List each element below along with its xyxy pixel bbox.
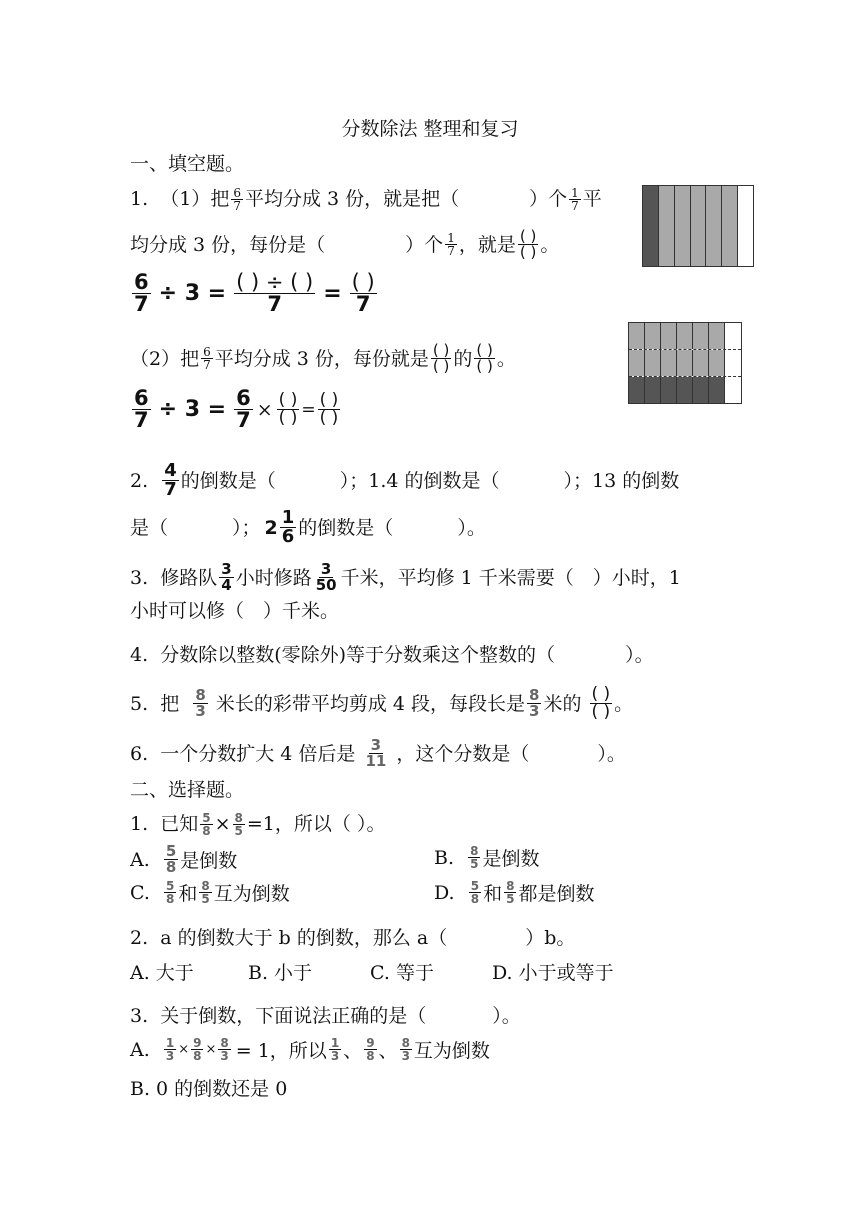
fraction: $\frac{8}{5}$ — [470, 844, 479, 871]
mc-q3-number: 3. — [130, 1005, 149, 1027]
mc-q1-text-b: =1，所以（ ）。 — [246, 813, 386, 835]
fraction: $\frac{9}{8}$ — [193, 1036, 202, 1063]
q1-p3-end: 。 — [496, 347, 516, 370]
fraction: $\frac{5}{8}$ — [166, 879, 175, 906]
q5-number: 5. — [130, 692, 149, 715]
diagram-cell — [722, 186, 738, 266]
mc-q2 — [130, 924, 575, 952]
diagram-cell — [706, 186, 722, 266]
option-text: 互为倒数 — [413, 1040, 490, 1062]
q3-line2: 小时可以修（ ）千米。 — [130, 600, 340, 622]
q1-text-d: 平 — [582, 188, 602, 210]
q3-line1 — [130, 562, 681, 593]
q1-text-b: 平均分成 3 份，就是把（ — [244, 188, 460, 210]
fraction: $\frac{1}{6}$ — [281, 507, 295, 547]
q4-text: 分数除以整数(零除外)等于分数乘这个整数的（ — [160, 644, 556, 666]
q1-line2 — [130, 229, 559, 260]
mc-q3-option-b[interactable]: B. 0 的倒数还是 0 — [130, 1078, 288, 1100]
separator: 、 — [378, 1040, 398, 1062]
equals-sign: = — [301, 399, 316, 420]
q1-p2-text-a: 均分成 3 份，每份是（ — [130, 233, 326, 256]
equation-op: ÷ 3 = — [158, 281, 227, 306]
blank-fraction[interactable]: $\frac{( )}{( )}$ — [319, 390, 339, 428]
q3-number: 3. — [130, 566, 149, 589]
fraction: $\frac{8}{3}$ — [401, 1036, 410, 1063]
q1-part2-line — [130, 343, 516, 374]
mc-q3-end: ）。 — [492, 1005, 521, 1027]
fraction: $\frac{1}{7}$ — [447, 231, 455, 258]
option-and: 和 — [483, 883, 503, 905]
q3-text-b: 小时修路 — [235, 566, 312, 589]
q3-text-c: 千米，平均修 1 千米需要（ ）小时，1 — [340, 566, 681, 589]
q5-text-c: 米的 — [543, 692, 582, 715]
diagram-row — [629, 376, 741, 403]
q1-p3-text-c: 的 — [453, 347, 473, 370]
option-text: 都是倒数 — [518, 883, 595, 905]
fraction-diagram-sevenths — [642, 185, 754, 267]
mc-q1-text-a: 已知 — [160, 813, 199, 835]
fraction: $\frac{5}{8}$ — [202, 810, 211, 838]
fraction: $\frac{3}{4}$ — [221, 560, 232, 594]
diagram-cell — [675, 186, 691, 266]
q5-end: 。 — [614, 692, 634, 715]
mc-q2-option-b[interactable]: B. 小于 — [248, 962, 313, 984]
blank-fraction[interactable]: $\frac{( )}{( )}$ — [278, 390, 298, 428]
diagram-cell — [738, 186, 753, 266]
blank-fraction[interactable]: $\frac{( )}{( )}$ — [476, 341, 493, 375]
section2-heading: 二、选择题。 — [130, 779, 245, 801]
diagram-row — [629, 323, 741, 349]
option-label: C. — [130, 881, 150, 904]
mc-q2-text-a: a 的倒数大于 b 的倒数，那么 a（ — [160, 927, 448, 949]
times-sign: × — [178, 1042, 190, 1057]
fraction: $\frac{8}{5}$ — [506, 879, 515, 906]
option-text: = 1，所以 — [235, 1040, 327, 1062]
q1-line1 — [130, 185, 602, 213]
q1-p2-text-c: ，就是 — [458, 233, 516, 256]
times-sign: × — [256, 398, 273, 421]
fraction-diagram-grid — [628, 322, 742, 404]
q1-number: 1. — [130, 188, 149, 210]
blank-fraction[interactable]: $\frac{( ) \div ( )}{7}$ — [236, 270, 314, 316]
times-sign: × — [214, 813, 231, 835]
fraction: $\frac{8}{5}$ — [234, 810, 243, 838]
q1-p2-end: 。 — [540, 233, 560, 256]
mc-q1-option-d[interactable] — [434, 879, 594, 906]
fraction: $\frac{6}{7}$ — [134, 386, 149, 432]
option-label: A. — [130, 1038, 150, 1061]
fraction: $\frac{8}{3}$ — [195, 686, 206, 720]
fraction: $\frac{1}{3}$ — [330, 1036, 340, 1063]
equation-op: ÷ 3 = — [158, 397, 227, 422]
option-text: 是倒数 — [180, 850, 238, 872]
q4-line — [130, 641, 654, 669]
equals-sign: = — [323, 281, 342, 306]
fraction: $\frac{6}{7}$ — [134, 270, 149, 316]
fraction: $\frac{1}{3}$ — [165, 1036, 175, 1063]
diagram-cell — [643, 186, 659, 266]
q1-text-c: ）个 — [529, 188, 568, 210]
section1-heading: 一、填空题。 — [130, 153, 245, 175]
mc-q2-option-c[interactable]: C. 等于 — [370, 962, 434, 984]
q2-line1 — [130, 462, 679, 499]
mc-q2-number: 2. — [130, 927, 149, 949]
fraction: $\frac{4}{7}$ — [164, 460, 177, 500]
q5-line — [130, 686, 633, 721]
q4-end: ）。 — [625, 644, 654, 666]
fraction: $\frac{6}{7}$ — [233, 185, 241, 213]
q1-p3-text-b: 平均分成 3 份，每份就是 — [214, 347, 429, 370]
fraction: $\frac{5}{8}$ — [165, 842, 177, 876]
option-text: 互为倒数 — [213, 883, 290, 905]
mc-q2-option-d[interactable]: D. 小于或等于 — [492, 962, 614, 984]
mc-q3-text: 关于倒数，下面说法正确的是（ — [160, 1005, 427, 1027]
q2-text-a: 的倒数是（ — [180, 469, 276, 492]
q2-text-g: ）。 — [457, 516, 486, 539]
q2-number: 2. — [130, 469, 149, 492]
q6-line — [130, 738, 626, 769]
q6-number: 6. — [130, 742, 149, 765]
page-title: 分数除法 整理和复习 — [341, 118, 519, 140]
mc-q3 — [130, 1002, 521, 1030]
fraction: $\frac{3}{50}$ — [315, 560, 337, 594]
times-sign: × — [205, 1042, 217, 1057]
q2-text-f: 的倒数是（ — [298, 516, 394, 539]
q1-text-a: （1）把 — [160, 188, 230, 210]
q2-text-d: 是（ — [130, 516, 169, 539]
fraction: $\frac{8}{5}$ — [201, 879, 210, 906]
q6-end: ）。 — [597, 742, 626, 765]
mc-q1 — [130, 810, 385, 838]
q2-text-b: ）；1.4 的倒数是（ — [339, 469, 500, 492]
option-label: A. — [130, 848, 150, 871]
fraction: $\frac{8}{3}$ — [529, 686, 540, 720]
q5-text-b: 米长的彩带平均剪成 4 段，每段长是 — [215, 692, 525, 715]
q2-line2 — [130, 509, 486, 546]
separator: 、 — [343, 1040, 363, 1062]
fraction: $\frac{3}{11}$ — [365, 736, 387, 770]
equation-2 — [130, 388, 342, 431]
q5-text-a: 把 — [160, 692, 180, 715]
blank-fraction[interactable]: $\frac{( )}{( )}$ — [591, 684, 611, 722]
mc-q1-number: 1. — [130, 813, 149, 835]
mc-q2-option-a[interactable]: A. 大于 — [130, 962, 194, 984]
blank-fraction[interactable]: $\frac{( )}{( )}$ — [519, 227, 537, 261]
q1-p3-text-a: （2）把 — [130, 347, 200, 370]
fraction: $\frac{8}{3}$ — [220, 1036, 229, 1063]
q2-text-e: ）； — [232, 516, 261, 539]
q4-number: 4. — [130, 644, 149, 666]
q6-text-b: ，这个分数是（ — [396, 742, 530, 765]
option-label: D. — [434, 881, 455, 904]
q3-text-a: 修路队 — [160, 566, 218, 589]
equation-1 — [130, 272, 379, 315]
fraction: $\frac{6}{7}$ — [203, 345, 211, 372]
option-text: 是倒数 — [482, 848, 540, 870]
mc-q1-option-b[interactable] — [434, 844, 539, 871]
diagram-cell — [691, 186, 707, 266]
blank-fraction[interactable]: $\frac{( )}{7}$ — [351, 270, 375, 316]
mc-q3-option-a[interactable] — [130, 1036, 490, 1063]
q1-p2-text-b: ）个 — [405, 233, 444, 256]
q2-text-c: ）；13 的倒数 — [563, 469, 680, 492]
diagram-row — [629, 349, 741, 376]
option-label: B. — [434, 846, 455, 869]
mc-q2-text-b: ）b。 — [525, 927, 576, 949]
diagram-cell — [659, 186, 675, 266]
fraction: $\frac{5}{8}$ — [470, 879, 480, 906]
fraction: $\frac{1}{7}$ — [571, 185, 579, 213]
fraction: $\frac{6}{7}$ — [236, 386, 251, 432]
q6-text-a: 一个分数扩大 4 倍后是 — [160, 742, 356, 765]
blank-fraction[interactable]: $\frac{( )}{( )}$ — [432, 341, 450, 375]
option-and: 和 — [178, 883, 198, 905]
mc-q1-option-a[interactable] — [130, 844, 237, 875]
fraction: $\frac{9}{8}$ — [366, 1036, 375, 1063]
mc-q1-option-c[interactable] — [130, 879, 290, 906]
mixed-number-whole: 2 — [264, 516, 278, 539]
